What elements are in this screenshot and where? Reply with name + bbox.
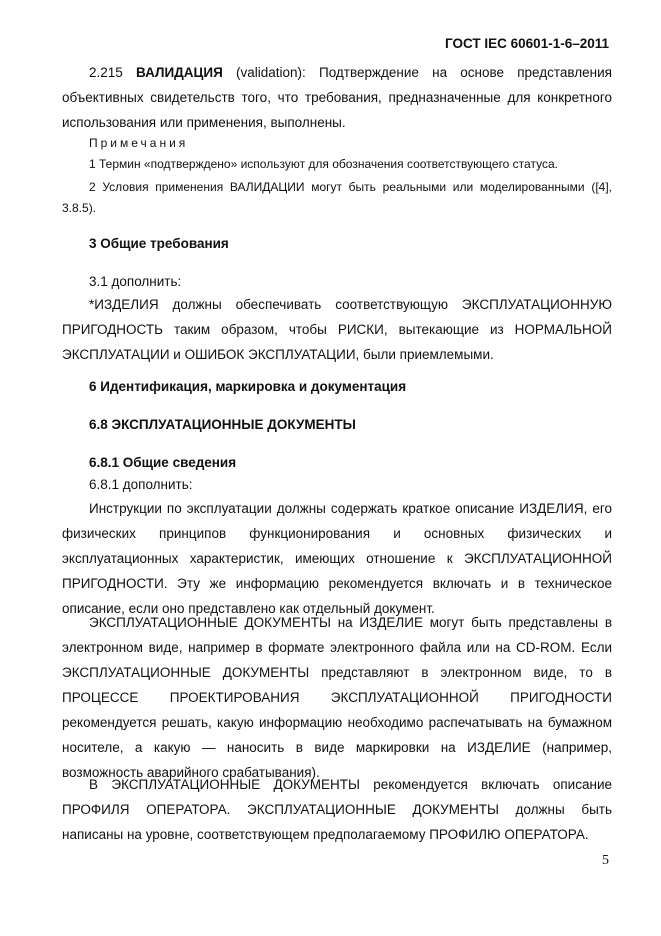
- document-header: ГОСТ IEC 60601-1-6–2011: [445, 36, 609, 51]
- section-3-heading: 3 Общие требования: [89, 236, 229, 251]
- term-definition-text: (validation): Подтверждение на основе представления объективных свидетельств того, что требования, предназначенные для конкретного использования или применения, выполнены.: [62, 65, 612, 130]
- term-definition-2215: [62, 60, 612, 135]
- note-1: 1 Термин «подтверждено» используют для обозначения соответствующего статуса.: [89, 157, 558, 171]
- section-3-1-text: *ИЗДЕЛИЯ должны обеспечивать соответствующую ЭКСПЛУАТАЦИОННУЮ ПРИГОДНОСТЬ таким образом, чтобы РИСКИ, вытекающие из НОРМАЛЬНОЙ ЭКСПЛУАТАЦИИ и ОШИБОК ЭКСПЛУАТАЦИИ, были приемлемыми.: [62, 297, 612, 362]
- term-number: 2.215: [89, 65, 123, 80]
- section-3-1-subheading: 3.1 дополнить:: [89, 274, 182, 289]
- page-number: 5: [602, 853, 609, 868]
- section-6-8-heading: 6.8 ЭКСПЛУАТАЦИОННЫЕ ДОКУМЕНТЫ: [89, 417, 356, 432]
- term-name: ВАЛИДАЦИЯ: [136, 65, 223, 80]
- section-6-8-1-paragraph-1: Инструкции по эксплуатации должны содержать краткое описание ИЗДЕЛИЯ, его физических принципов функционирования и основных физических и эксплуатационных характеристик, имеющих отношение к ЭКСПЛУАТАЦИОННОЙ ПРИГОДНОСТИ. Эту же информацию рекомендуется включать и в техническое описание, если оно представлено как отдельный документ.: [62, 501, 612, 616]
- section-6-heading: 6 Идентификация, маркировка и документация: [89, 379, 407, 394]
- note-2: 2 Условия применения ВАЛИДАЦИИ могут быть реальными или моделированными ([4], 3.8.5).: [62, 180, 612, 215]
- section-6-8-1-subheading: 6.8.1 дополнить:: [89, 477, 193, 492]
- section-6-8-1-paragraph-2: ЭКСПЛУАТАЦИОННЫЕ ДОКУМЕНТЫ на ИЗДЕЛИЕ могут быть представлены в электронном виде, например в формате электронного файла или на CD-ROM. Если ЭКСПЛУАТАЦИОННЫЕ ДОКУМЕНТЫ представляют в электронном виде, то в ПРОЦЕССЕ ПРОЕКТИРОВАНИЯ ЭКСПЛУАТАЦИОННОЙ ПРИГОДНОСТИ рекомендуется решать, какую информацию необходимо распечатывать на бумажном носителе, а какую — наносить в виде маркировки на ИЗДЕЛИЕ (например, возможность аварийного срабатывания).: [62, 615, 612, 780]
- section-6-8-1-heading: 6.8.1 Общие сведения: [89, 455, 237, 470]
- section-6-8-1-paragraph-3: В ЭКСПЛУАТАЦИОННЫЕ ДОКУМЕНТЫ рекомендуется включать описание ПРОФИЛЯ ОПЕРАТОРА. ЭКСПЛУАТАЦИОННЫЕ ДОКУМЕНТЫ должны быть написаны на уровне, соответствующем предполагаемому ПРОФИЛЮ ОПЕРАТОРА.: [62, 777, 612, 842]
- notes-heading: Примечания: [89, 136, 189, 150]
